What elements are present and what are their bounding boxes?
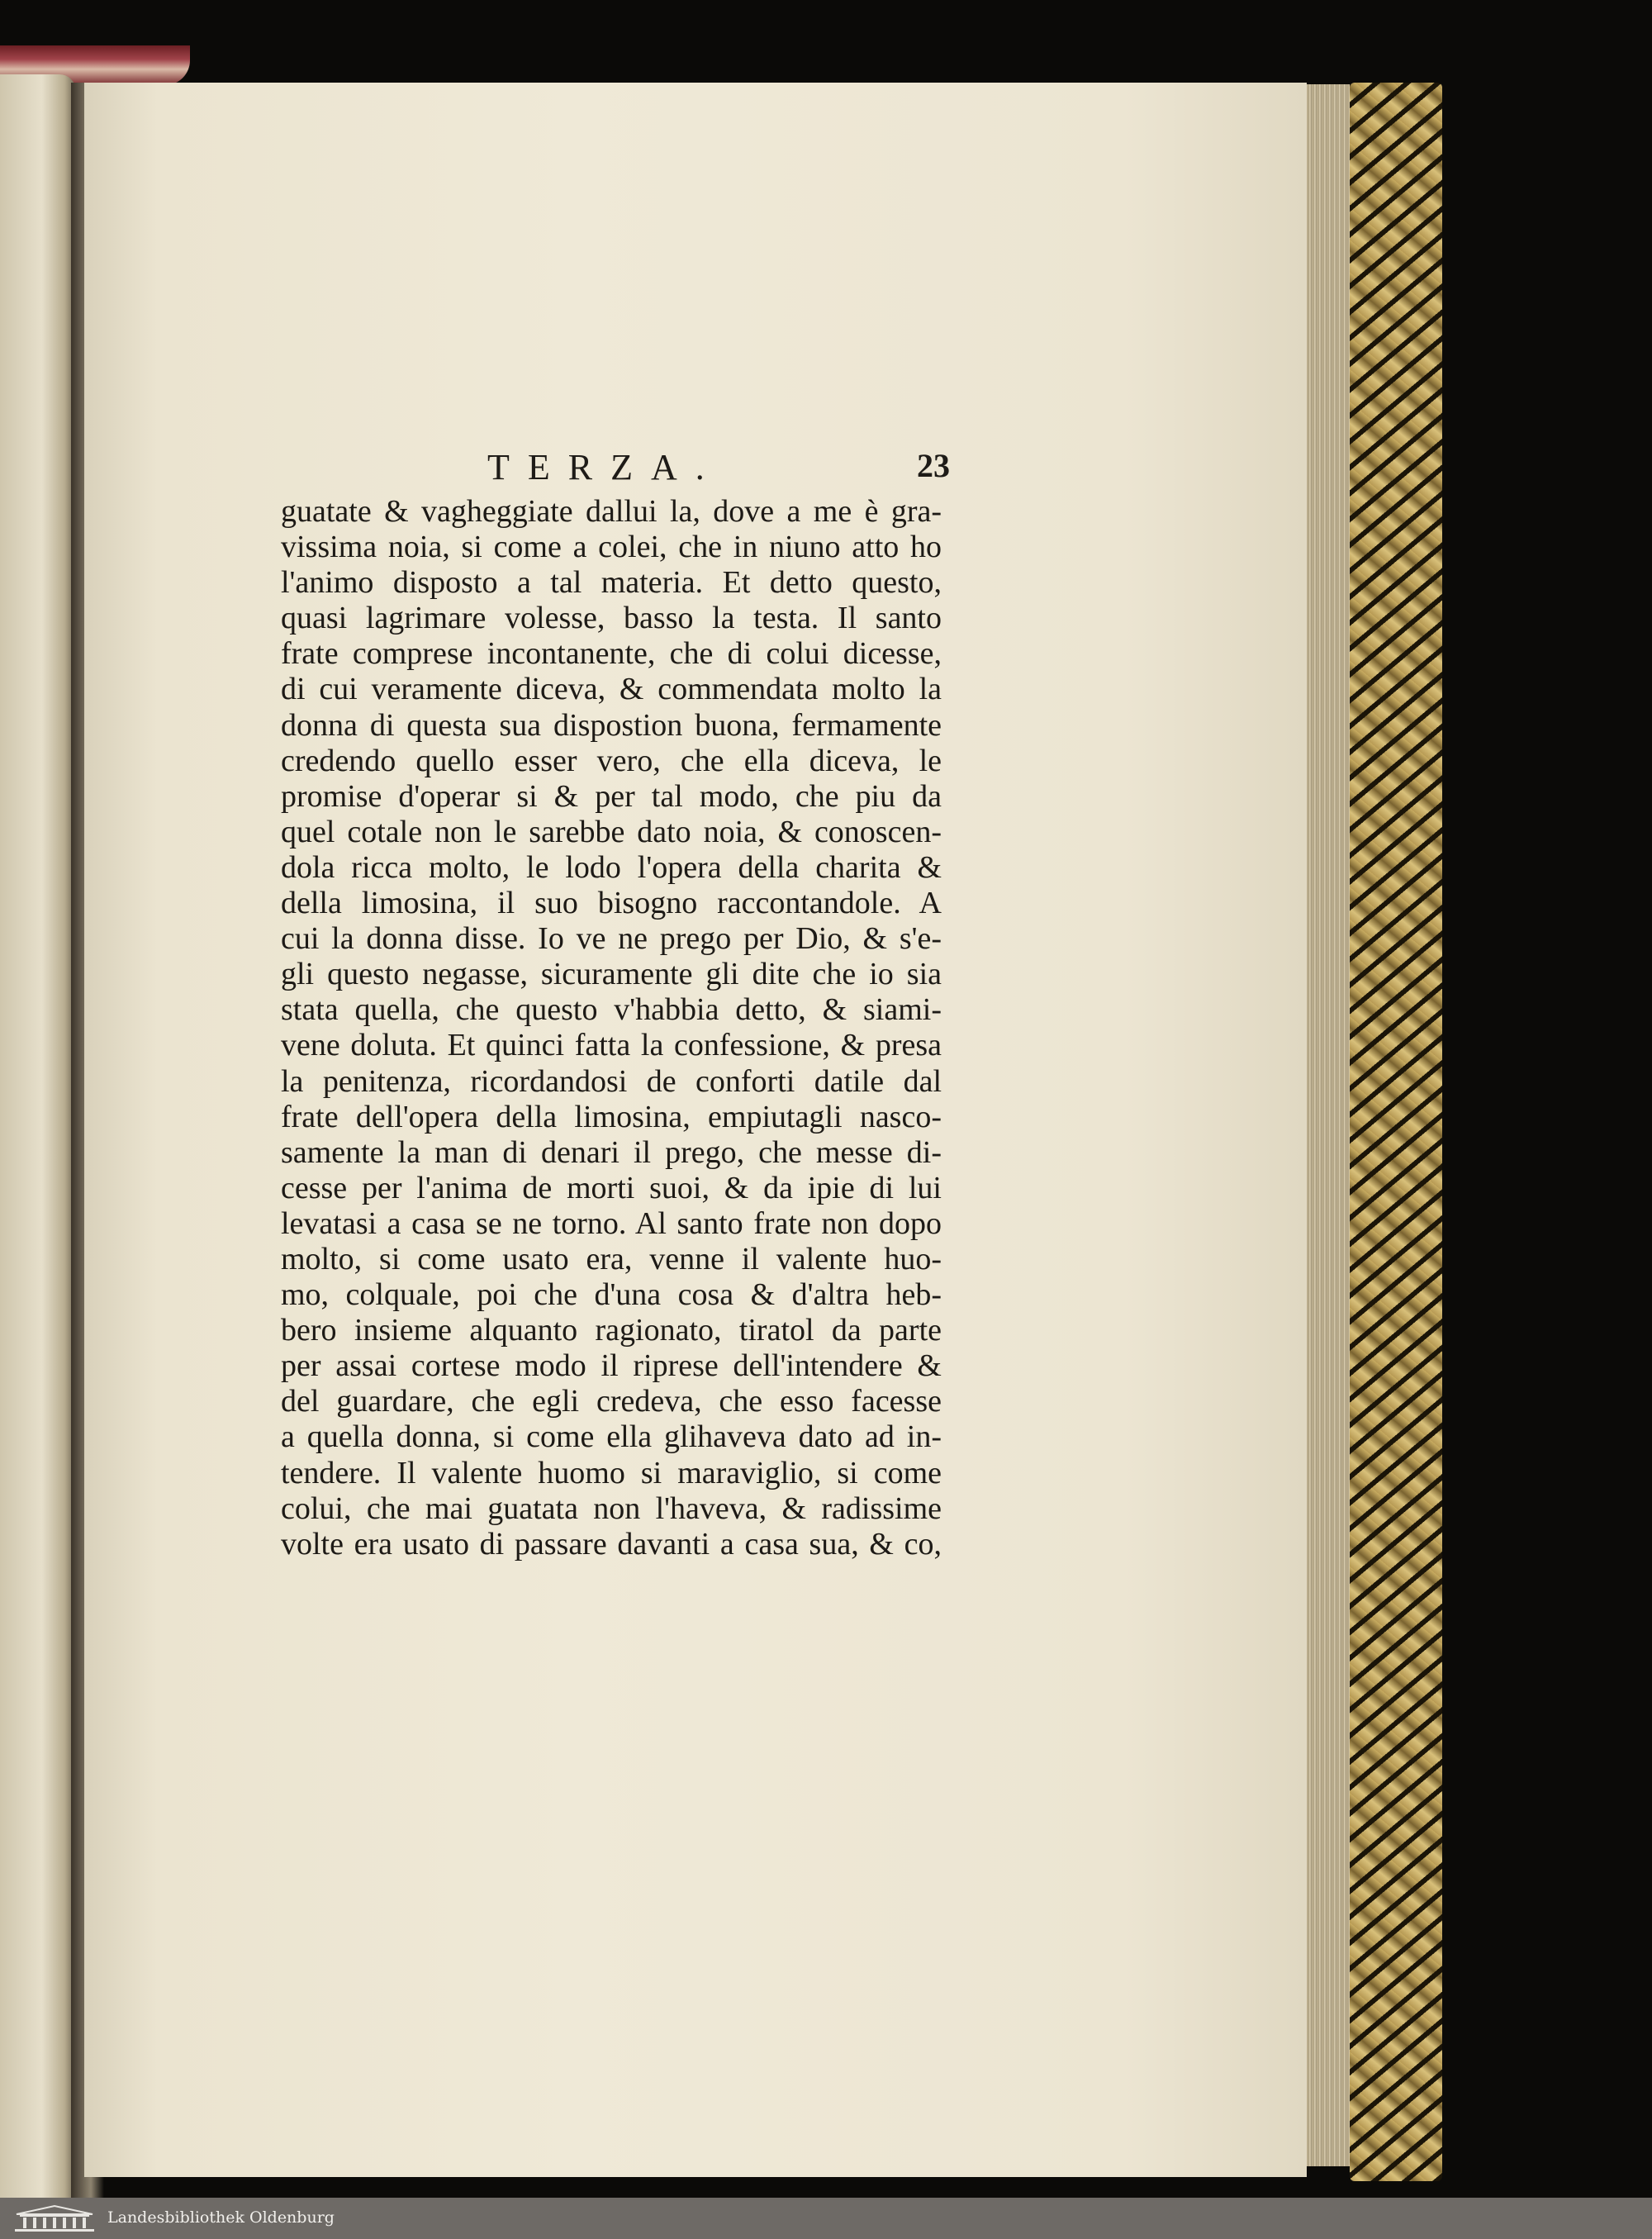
text-line: cesse per l'anima de morti suoi, & da ipie di lui <box>281 1170 942 1205</box>
text-line: mo, colquale, poi che d'una cosa & d'altra heb- <box>281 1277 942 1313</box>
running-head <box>281 446 950 489</box>
text-line: tendere. Il valente huomo si maraviglio, si come <box>281 1455 942 1490</box>
text-line: frate dell'opera della limosina, empiutagli nasco- <box>281 1099 942 1134</box>
text-line: della limosina, il suo bisogno raccontandole. A <box>281 886 942 921</box>
gilt-decorated-edge <box>1350 83 1442 2181</box>
facing-page-edge <box>0 74 76 2206</box>
text-line: quel cotale non le sarebbe dato noia, & conoscen- <box>281 814 942 849</box>
text-line: colui, che mai guatata non l'haveva, & radissime <box>281 1490 942 1526</box>
text-line: credendo quello esser vero, che ella diceva, le <box>281 743 942 778</box>
page-block-edges <box>1307 84 1350 2166</box>
text-line: vissima noia, si come a colei, che in niuno atto ho <box>281 530 942 565</box>
text-line: del guardare, che egli credeva, che esso facesse <box>281 1384 942 1419</box>
text-line: samente la man di denari il prego, che messe di- <box>281 1134 942 1170</box>
text-line: vene doluta. Et quinci fatta la confessione, & presa <box>281 1028 942 1063</box>
text-line: dola ricca molto, le lodo l'opera della charita & <box>281 849 942 885</box>
text-line: per assai cortese modo il riprese dell'intendere & <box>281 1348 942 1384</box>
text-line: promise d'operar si & per tal modo, che piu da <box>281 778 942 814</box>
footer-bar <box>0 2198 1652 2239</box>
text-line: cui la donna disse. Io ve ne prego per Dio, & s'e- <box>281 921 942 957</box>
text-line: frate comprese incontanente, che di colui dicesse, <box>281 636 942 672</box>
institution-name: Landesbibliothek Oldenburg <box>107 2208 335 2227</box>
text-line: levatasi a casa se ne torno. Al santo frate non dopo <box>281 1205 942 1241</box>
text-line: la penitenza, ricordandosi de conforti datile dal <box>281 1063 942 1099</box>
library-building-logo-icon <box>13 2204 96 2232</box>
text-line: molto, si come usato era, venne il valente huo- <box>281 1241 942 1276</box>
text-line: gli questo negasse, sicuramente gli dite che io sia <box>281 957 942 992</box>
text-line: volte era usato di passare davanti a casa sua, & co, <box>281 1526 942 1562</box>
text-line: l'animo disposto a tal materia. Et detto questo, <box>281 565 942 601</box>
running-head-title: TERZA. <box>487 447 723 487</box>
text-line: stata quella, che questo v'habbia detto, & siami- <box>281 992 942 1028</box>
text-block <box>281 446 950 1562</box>
text-line: quasi lagrimare volesse, basso la testa. Il santo <box>281 601 942 636</box>
text-line: donna di questa sua dispostion buona, fermamente <box>281 707 942 743</box>
text-line: di cui veramente diceva, & commendata molto la <box>281 672 942 707</box>
body-text <box>281 494 942 1562</box>
text-line: bero insieme alquanto ragionato, tiratol da parte <box>281 1313 942 1348</box>
page-number: 23 <box>917 447 950 484</box>
text-line: guatate & vagheggiate dallui la, dove a me è gra- <box>281 494 942 529</box>
text-line: a quella donna, si come ella glihaveva dato ad in- <box>281 1419 942 1455</box>
